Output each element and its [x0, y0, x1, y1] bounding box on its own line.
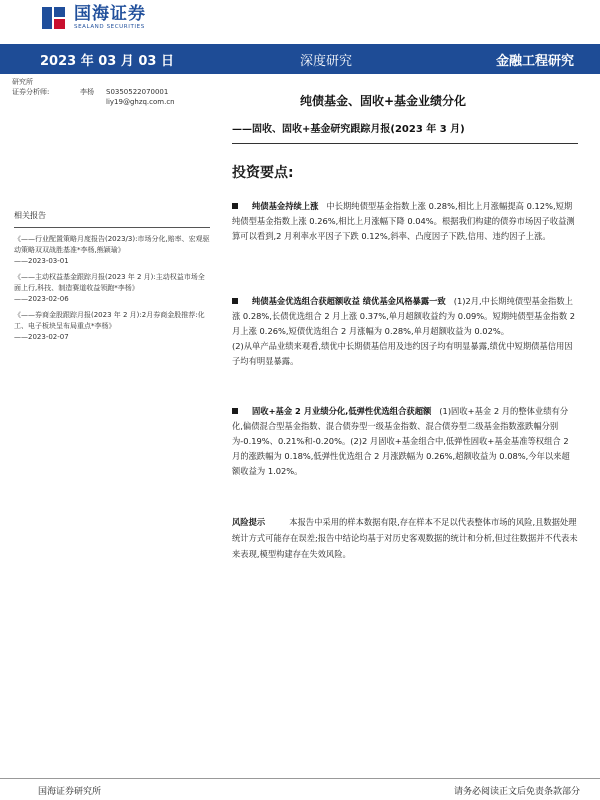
institute: 研究所 — [12, 78, 33, 86]
footer-divider — [0, 778, 600, 779]
footer-disclaimer: 请务必阅读正文后免责条款部分 — [453, 787, 580, 797]
report-type: 深度研究 — [300, 53, 353, 69]
bullet-square-icon — [232, 203, 238, 209]
key-point-3 — [232, 404, 578, 479]
key-point-1 — [232, 199, 578, 244]
risk-lead: 风险提示 — [232, 517, 266, 527]
related-report-item[interactable]: 《——主动权益基金跟踪月报(2023 年 2 月):主动权益市场全面上行,科技、制造赛道收益领跑*李杨》 ——2023-02-06 — [14, 273, 205, 303]
bullet-square-icon — [232, 408, 238, 414]
risk-text: 本报告中采用的样本数据有限,存在样本不足以代表整体市场的风险,且数据处理统计方式可能存在误差;报告中结论均基于对历史客观数据的统计和分析,但过往数据并不代表未来表现,模型构建存在失效风险。 — [232, 517, 578, 559]
key-point-text: 中长期纯债型基金指数上涨 0.28%,相比上月涨幅提高 0.12%,短期纯债型基金指数上涨 0.26%,相比上月涨幅下降 0.04%。根据我们构建的债券市场因子收益测算可以看到,2 月利率水平因子下跌 0.12%,斜率、凸度因子下跌,信用、违约因子上涨。 — [232, 201, 575, 241]
bullet-square-icon — [232, 298, 238, 304]
header-banner — [0, 44, 600, 74]
report-title: 纯债基金、固收+基金业绩分化 — [300, 94, 467, 108]
risk-warning — [232, 514, 578, 562]
title-divider — [232, 143, 578, 144]
analyst-cert: S0350522070001 — [106, 88, 169, 96]
brand-name-cn: 国海证券 — [74, 4, 146, 24]
report-subtitle: ——固收、固收+基金研究跟踪月报(2023 年 3 月) — [232, 124, 465, 135]
related-report-item[interactable]: 《——行业配置策略月度报告(2023/3):市场分化,赔率、宏观驱动策略双双战胜基准*李杨,熊颖瑜》 ——2023-03-01 — [14, 235, 210, 265]
report-date: 2023 年 03 月 03 日 — [40, 53, 174, 69]
sealand-logo-icon — [40, 4, 68, 32]
key-point-lead: 纯债基金优选组合获超额收益 绩优基金风格暴露一致 — [252, 296, 446, 306]
sidebar-divider — [14, 227, 210, 228]
key-point-text: (1)固收+基金 2 月的整体业绩有分化,偏债混合型基金指数、混合债券型一级基金指数、混合债券型二级基金指数涨跌幅分别为-0.19%、0.21%和-0.20%。(2)2 月固收+基金组合中,低弹性固收+基金基准等权组合 2 月的涨跌幅为 0.18%,低弹性优选组合 2 月涨跌幅为 0.26%,超额收益为 0.08%,今年以来超额收益为 1.02%。 — [232, 406, 570, 476]
key-point-lead: 纯债基金持续上涨 — [252, 201, 319, 211]
footer-institute: 国海证券研究所 — [38, 787, 102, 797]
key-point-text: (2)从单产品业绩来观看,绩优中长期债基信用及违约因子均有明显暴露,绩优中短期债基信用因子均有明显暴露。 — [232, 341, 573, 366]
analyst-email[interactable]: liy19@ghzq.com.cn — [106, 98, 175, 106]
key-point-2 — [232, 294, 578, 369]
analyst-label: 证券分析师: — [12, 88, 50, 96]
related-report-item[interactable]: 《——券商金股跟踪月报(2023 年 2 月):2月券商金股推荐:化工、电子板块呈布局重点*李杨》 ——2023-02-07 — [14, 311, 205, 341]
analyst-name: 李杨 — [80, 88, 94, 96]
brand-logo — [40, 4, 146, 32]
related-reports-title: 相关报告 — [14, 211, 46, 220]
brand-name-en: SEALAND SECURITIES — [74, 24, 145, 30]
key-point-text: (1)2月,中长期纯债型基金指数上涨 0.28%,长债优选组合 2 月上涨 0.37%,单月超额收益约为 0.09%。短期纯债型基金指数 2 月上涨 0.26%,短债优选组合 2 月涨幅为 0.28%,单月超额收益为 0.02%。 — [232, 296, 576, 336]
report-category: 金融工程研究 — [495, 53, 574, 69]
key-point-lead: 固收+基金 2 月业绩分化,低弹性优选组合获超额 — [252, 406, 432, 416]
analyst-info — [12, 77, 175, 107]
key-points-heading: 投资要点: — [232, 165, 294, 181]
related-reports — [14, 210, 210, 348]
